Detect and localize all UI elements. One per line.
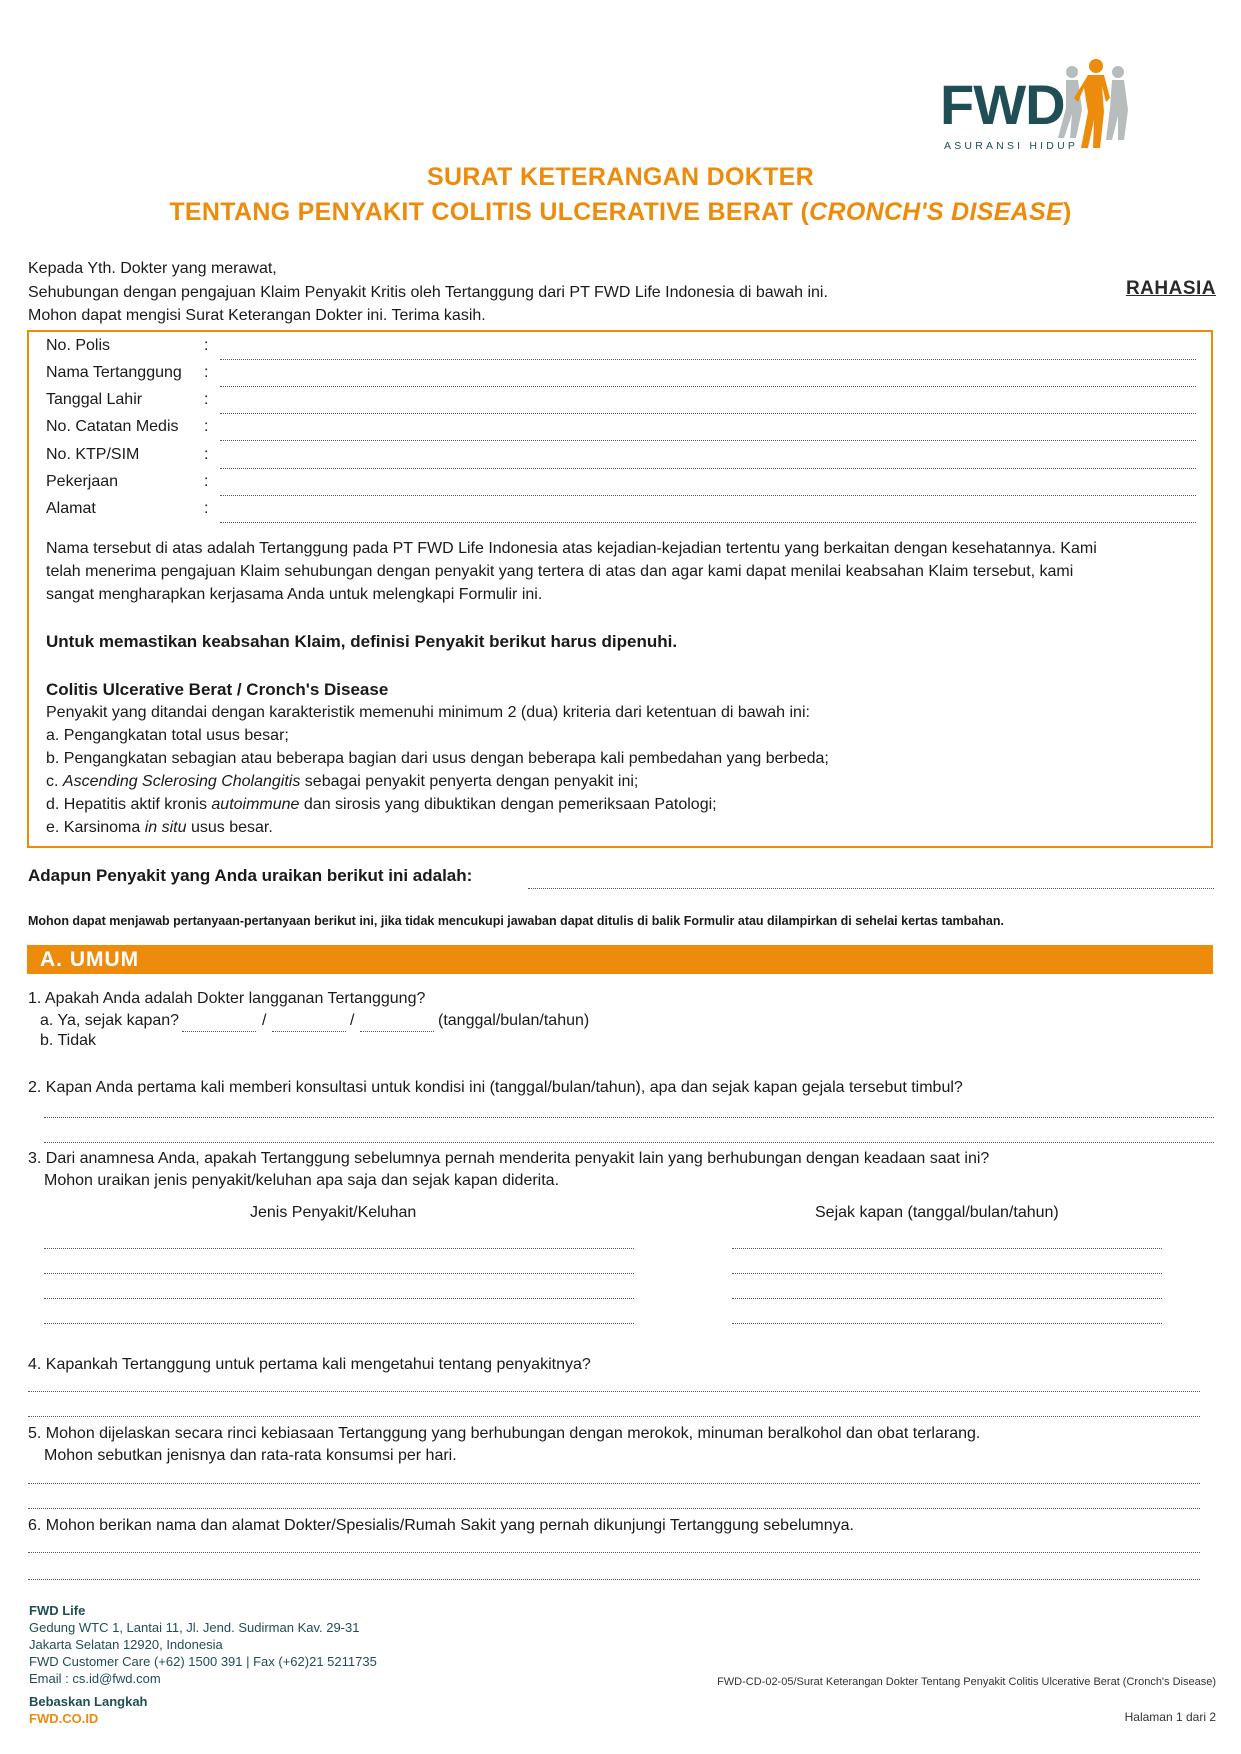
instruction-text: Mohon dapat menjawab pertanyaan-pertanyaan berikut ini, jika tidak mencukupi jawaban dapat ditulis di balik Formulir atau dilampirkan di sehelai kertas tambahan. xyxy=(28,914,1004,928)
field-label-medical-record: No. Catatan Medis xyxy=(46,418,179,435)
footer-email: Email : cs.id@fwd.com xyxy=(29,1671,161,1686)
disease-description-field[interactable] xyxy=(528,888,1214,889)
criterion-c-italic: Ascending Sclerosing Cholangitis xyxy=(62,773,301,790)
footer-address-1: Gedung WTC 1, Lantai 11, Jl. Jend. Sudirman Kav. 29-31 xyxy=(29,1620,360,1635)
q4-answer-line[interactable] xyxy=(28,1391,1200,1392)
form-code: FWD-CD-02-05/Surat Keterangan Dokter Tentang Penyakit Colitis Ulcerative Berat (Cronch's Disease) xyxy=(717,1676,1216,1688)
confidential-label: RAHASIA xyxy=(1125,278,1216,299)
question-1-option-a: a. Ya, sejak kapan? xyxy=(40,1012,180,1029)
q6-answer-line[interactable] xyxy=(28,1552,1200,1553)
q3-disease-line[interactable] xyxy=(44,1298,634,1299)
fwd-logo xyxy=(940,58,1180,158)
q5-answer-line[interactable] xyxy=(28,1483,1200,1484)
body-paragraph-line-2: telah menerima pengajuan Klaim sehubungan dengan penyakit yang tertera di atas dan agar kami dapat menilai keabsahan Klaim tersebut, kami xyxy=(46,563,1074,580)
question-3-line-1: 3. Dari anamnesa Anda, apakah Tertanggung sebelumnya pernah menderita penyakit lain yang berhubungan dengan keadaan saat ini? xyxy=(28,1150,990,1167)
q1-day-field[interactable] xyxy=(182,1031,256,1032)
q3-since-line[interactable] xyxy=(732,1248,1162,1249)
field-colon: : xyxy=(204,418,209,435)
intro-line-3: Mohon dapat mengisi Surat Keterangan Dokter ini. Terima kasih. xyxy=(28,307,486,324)
question-4: 4. Kapankah Tertanggung untuk pertama kali mengetahui tentang penyakitnya? xyxy=(28,1356,591,1373)
footer-website: FWD.CO.ID xyxy=(29,1711,99,1726)
criterion-d-suffix: dan sirosis yang dibuktikan dengan pemeriksaan Patologi; xyxy=(299,796,717,813)
q1-month-field[interactable] xyxy=(272,1031,346,1032)
medical-record-field[interactable] xyxy=(220,440,1196,441)
date-separator: / xyxy=(350,1012,355,1029)
logo-tagline: ASURANSI HIDUP xyxy=(944,140,1079,152)
field-label-insured-name: Nama Tertanggung xyxy=(46,364,182,381)
criterion-e-suffix: usus besar. xyxy=(186,819,273,836)
address-field[interactable] xyxy=(220,522,1196,523)
occupation-field[interactable] xyxy=(220,495,1196,496)
definition-intro: Penyakit yang ditandai dengan karakteristik memenuhi minimum 2 (dua) kriteria dari ketentuan di bawah ini: xyxy=(46,704,810,721)
q3-disease-line[interactable] xyxy=(44,1323,634,1324)
requirement-heading: Untuk memastikan keabsahan Klaim, definisi Penyakit berikut harus dipenuhi. xyxy=(46,632,678,651)
date-separator: / xyxy=(262,1012,267,1029)
title-line-2-prefix: TENTANG PENYAKIT COLITIS ULCERATIVE BERAT ( xyxy=(169,198,810,226)
question-5-line-1: 5. Mohon dijelaskan secara rinci kebiasaan Tertanggung yang berhubungan dengan merokok, minuman beralkohol dan obat terlarang. xyxy=(28,1425,981,1442)
intro-line-1: Kepada Yth. Dokter yang merawat, xyxy=(28,260,277,277)
question-6: 6. Mohon berikan nama dan alamat Dokter/Spesialis/Rumah Sakit yang pernah dikunjungi Tertanggung sebelumnya. xyxy=(28,1517,854,1534)
question-1: 1. Apakah Anda adalah Dokter langganan Tertanggung? xyxy=(28,990,426,1007)
q3-disease-line[interactable] xyxy=(44,1273,634,1274)
criterion-c xyxy=(46,771,638,793)
criterion-d-italic: autoimmune xyxy=(211,796,300,813)
q1-year-field[interactable] xyxy=(360,1031,434,1032)
field-label-id-card: No. KTP/SIM xyxy=(46,446,140,463)
date-format-hint: (tanggal/bulan/tahun) xyxy=(438,1012,590,1029)
body-paragraph-line-3: sangat mengharapkan kerjasama Anda untuk melengkapi Formulir ini. xyxy=(46,586,543,603)
q3-since-line[interactable] xyxy=(732,1323,1162,1324)
id-card-field[interactable] xyxy=(220,468,1196,469)
birth-date-field[interactable] xyxy=(220,413,1196,414)
field-colon: : xyxy=(204,446,209,463)
definition-title: Colitis Ulcerative Berat / Cronch's Disease xyxy=(46,680,389,699)
criterion-e-prefix: e. Karsinoma xyxy=(46,819,145,836)
q2-answer-line[interactable] xyxy=(44,1142,1214,1143)
q4-answer-line[interactable] xyxy=(28,1416,1200,1417)
q3-column-since: Sejak kapan (tanggal/bulan/tahun) xyxy=(815,1204,1059,1221)
q3-disease-line[interactable] xyxy=(44,1248,634,1249)
field-colon: : xyxy=(204,391,209,408)
q5-answer-line[interactable] xyxy=(28,1508,1200,1509)
page-number: Halaman 1 dari 2 xyxy=(1124,1710,1216,1724)
field-label-birth-date: Tanggal Lahir xyxy=(46,391,143,408)
body-paragraph-line-1: Nama tersebut di atas adalah Tertanggung pada PT FWD Life Indonesia atas kejadian-kejadian tertentu yang berkaitan dengan kesehatannya. Kami xyxy=(46,540,1097,557)
footer-address-2: Jakarta Selatan 12920, Indonesia xyxy=(29,1637,223,1652)
title-line-2-suffix: ) xyxy=(1062,198,1072,226)
q3-since-line[interactable] xyxy=(732,1298,1162,1299)
section-a-title: A. UMUM xyxy=(40,948,140,971)
policy-number-field[interactable] xyxy=(220,359,1196,360)
field-label-address: Alamat xyxy=(46,500,96,517)
criterion-c-prefix: c. xyxy=(46,773,63,790)
field-colon: : xyxy=(204,337,209,354)
criterion-b: b. Pengangkatan sebagian atau beberapa bagian dari usus dengan beberapa kali pembedahan yang berbeda; xyxy=(46,750,829,767)
footer-customer-care: FWD Customer Care (+62) 1500 391 | Fax (+62)21 5211735 xyxy=(29,1654,377,1669)
criterion-a: a. Pengangkatan total usus besar; xyxy=(46,727,289,744)
field-label-policy: No. Polis xyxy=(46,337,111,354)
question-3-line-2: Mohon uraikan jenis penyakit/keluhan apa saja dan sejak kapan diderita. xyxy=(44,1172,560,1189)
field-label-occupation: Pekerjaan xyxy=(46,473,119,490)
criterion-d-prefix: d. Hepatitis aktif kronis xyxy=(46,796,212,813)
field-colon: : xyxy=(204,473,209,490)
question-5-line-2: Mohon sebutkan jenisnya dan rata-rata konsumsi per hari. xyxy=(44,1447,457,1464)
logo-word: FWD xyxy=(940,73,1065,136)
q2-answer-line[interactable] xyxy=(44,1117,1214,1118)
field-colon: : xyxy=(204,364,209,381)
section-a-bar xyxy=(27,945,1213,974)
disease-prompt: Adapun Penyakit yang Anda uraikan berikut ini adalah: xyxy=(28,866,473,885)
intro-line-2: Sehubungan dengan pengajuan Klaim Penyakit Kritis oleh Tertanggung dari PT FWD Life Indonesia di bawah ini. xyxy=(28,284,828,301)
q3-since-line[interactable] xyxy=(732,1273,1162,1274)
criterion-d xyxy=(46,794,717,816)
title-line-2-italic: CRONCH'S DISEASE xyxy=(809,198,1063,226)
q3-column-disease: Jenis Penyakit/Keluhan xyxy=(250,1204,417,1221)
question-2: 2. Kapan Anda pertama kali memberi konsultasi untuk kondisi ini (tanggal/bulan/tahun), apa dan sejak kapan gejala tersebut timbul? xyxy=(28,1079,963,1096)
footer-company: FWD Life xyxy=(29,1603,86,1618)
field-colon: : xyxy=(204,500,209,517)
title-line-1: SURAT KETERANGAN DOKTER xyxy=(427,163,814,191)
criterion-e xyxy=(46,817,273,839)
insured-name-field[interactable] xyxy=(220,386,1196,387)
criterion-e-italic: in situ xyxy=(144,819,187,836)
question-1-option-b: b. Tidak xyxy=(40,1032,97,1049)
footer-slogan: Bebaskan Langkah xyxy=(29,1694,148,1709)
title-line-2 xyxy=(0,198,1241,227)
q6-answer-line[interactable] xyxy=(28,1579,1200,1580)
criterion-c-suffix: sebagai penyakit penyerta dengan penyakit ini; xyxy=(300,773,639,790)
